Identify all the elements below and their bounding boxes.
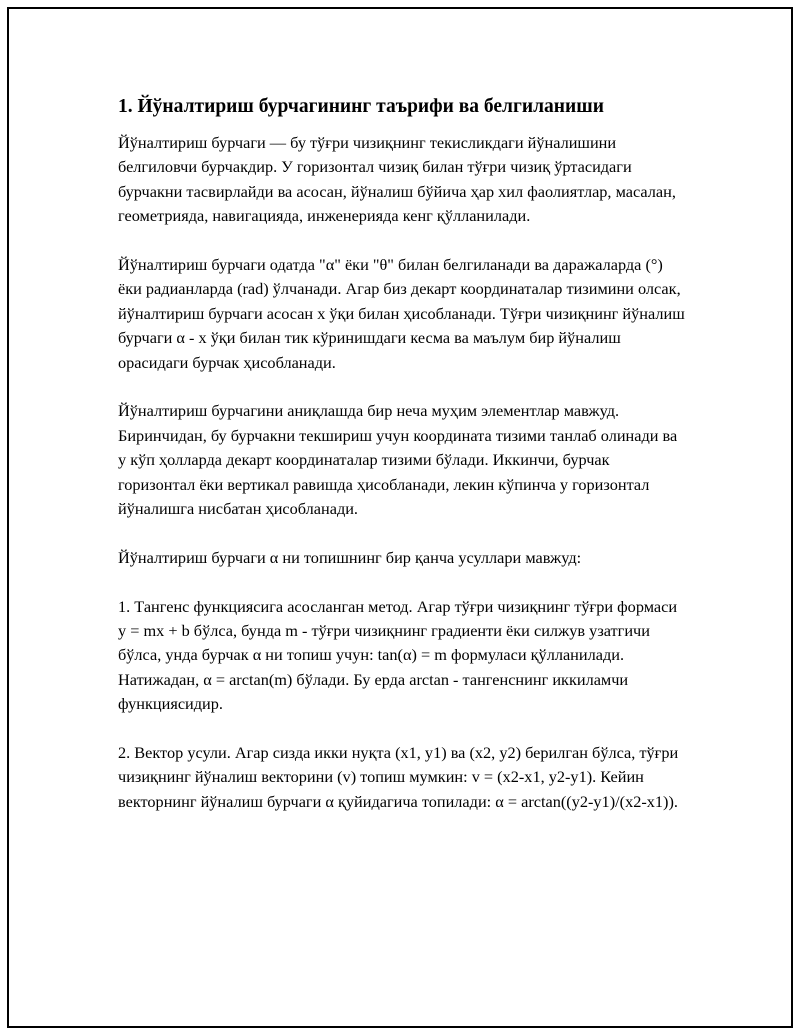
section-heading: 1. Йўналтириш бурчагининг таърифи ва белгиланиши xyxy=(118,96,604,117)
paragraph-vector-method: 2. Вектор усули. Агар сизда икки нуқта (x1, y1) ва (x2, y2) берилган бўлса, тўғри чизиқнинг йўналиш векторини (v) топиш мумкин: v = (x2-x1, y2-y1). Кейин векторнинг йўналиш бурчаги α қуйидагича топилади: α = arctan((y2-y1)/(x2-x1)). xyxy=(118,743,679,811)
paragraph-tangent-method: 1. Тангенс функциясига асосланган метод. Агар тўғри чизиқнинг тўғри формаси y = mx + b бўлса, бунда m - тўғри чизиқнинг градиенти ёки силжув узатгичи бўлса, унда бурчак α ни топиш учун: tan(α) = m формуласи қўлланилади. Натижадан, α = arctan(m) бўлади. Бу ерда arctan - тангенснинг иккиламчи функциясидир. xyxy=(118,596,678,714)
paragraph-elements: Йўналтириш бурчагини аниқлашда бир неча муҳим элементлар мавжуд. Биринчидан, бу бурчакни текшириш учун координата тизими танлаб олинади ва у кўп ҳолларда декарт координаталар тизими бўлади. Иккинчи, бурчак горизонтал ёки вертикал равишда ҳисобланади, лекин кўпинча у горизонтал йўналишга нисбатан ҳисобланади. xyxy=(118,401,678,519)
paragraph-methods-intro: Йўналтириш бурчаги α ни топишнинг бир қанча усуллари мавжуд: xyxy=(118,547,582,567)
paragraph-definition: Йўналтириш бурчаги — бу тўғри чизиқнинг текисликдаги йўналишини белгиловчи бурчакдир. У горизонтал чизиқ билан тўғри чизиқ ўртасидаги бурчакни тасвирлайди ва асосан, йўналиш бўйича ҳар хил фаолиятлар, масалан, геометрияда, навигацияда, инженерияда кенг қўлланилади. xyxy=(118,133,676,226)
paragraph-notation: Йўналтириш бурчаги одатда "α" ёки "θ" билан белгиланади ва даражаларда (°) ёки радианларда (rad) ўлчанади. Агар биз декарт координаталар тизимини олсак, йўналтириш бурчаги асосан x ўқи билан ҳисобланади. Тўғри чизиқнинг йўналиш бурчаги α - x ўқи билан тик кўринишдаги кесма ва маълум бир йўналиш орасидаги бурчак ҳисобланади. xyxy=(118,255,685,372)
document-body xyxy=(118,93,688,814)
